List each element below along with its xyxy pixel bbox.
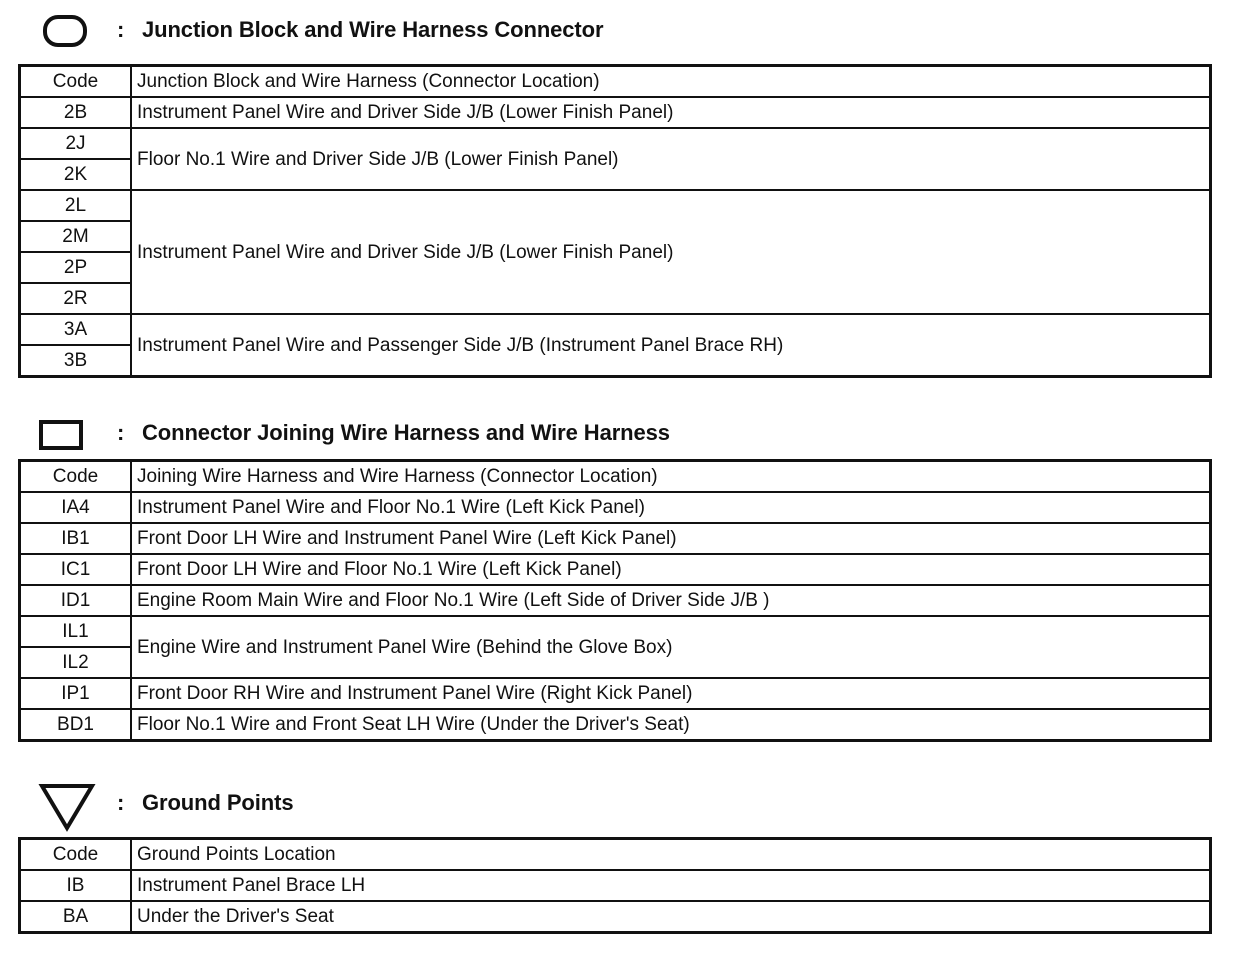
code-cell: IB1 xyxy=(20,523,132,554)
joining-table xyxy=(18,459,1212,742)
joining-section-title: Connector Joining Wire Harness and Wire Harness xyxy=(142,420,670,445)
code-cell: 2R xyxy=(20,283,132,314)
table-row xyxy=(20,616,1211,647)
joining-colon: : xyxy=(117,420,125,445)
location-cell: Engine Room Main Wire and Floor No.1 Wire (Left Side of Driver Side J/B ) xyxy=(131,585,1211,616)
table-row xyxy=(20,870,1211,901)
code-cell: 3B xyxy=(20,345,132,377)
table-row xyxy=(20,554,1211,585)
code-cell: IL1 xyxy=(20,616,132,647)
table-header-row xyxy=(20,66,1211,98)
location-cell: Floor No.1 Wire and Front Seat LH Wire (Under the Driver's Seat) xyxy=(131,709,1211,741)
table-row xyxy=(20,585,1211,616)
code-header: Code xyxy=(20,66,132,98)
inverted-triangle-icon xyxy=(38,782,96,832)
code-cell: IC1 xyxy=(20,554,132,585)
location-cell: Instrument Panel Brace LH xyxy=(131,870,1211,901)
table-row xyxy=(20,709,1211,741)
ground-section-title: Ground Points xyxy=(142,790,294,815)
location-cell: Instrument Panel Wire and Floor No.1 Wire (Left Kick Panel) xyxy=(131,492,1211,523)
table-row xyxy=(20,190,1211,221)
code-cell: BA xyxy=(20,901,132,933)
junction-table xyxy=(18,64,1212,378)
code-header: Code xyxy=(20,461,132,493)
code-cell: 2M xyxy=(20,221,132,252)
location-cell: Front Door LH Wire and Floor No.1 Wire (Left Kick Panel) xyxy=(131,554,1211,585)
table-row xyxy=(20,678,1211,709)
table-row xyxy=(20,97,1211,128)
joining-section-header xyxy=(0,413,1248,457)
location-cell: Front Door RH Wire and Instrument Panel Wire (Right Kick Panel) xyxy=(131,678,1211,709)
code-cell: 3A xyxy=(20,314,132,345)
code-cell: 2L xyxy=(20,190,132,221)
code-cell: IP1 xyxy=(20,678,132,709)
table-row xyxy=(20,492,1211,523)
table-row xyxy=(20,523,1211,554)
ground-colon: : xyxy=(117,790,125,815)
location-cell: Under the Driver's Seat xyxy=(131,901,1211,933)
table-row xyxy=(20,901,1211,933)
junction-section-header xyxy=(0,10,1248,54)
junction-section-title: Junction Block and Wire Harness Connector xyxy=(142,17,604,42)
code-cell: IL2 xyxy=(20,647,132,678)
location-cell: Engine Wire and Instrument Panel Wire (Behind the Glove Box) xyxy=(131,616,1211,678)
table-row xyxy=(20,314,1211,345)
location-header: Joining Wire Harness and Wire Harness (Connector Location) xyxy=(131,461,1211,493)
code-cell: 2P xyxy=(20,252,132,283)
rounded-rectangle-icon xyxy=(42,14,90,50)
table-row xyxy=(20,128,1211,159)
location-cell: Instrument Panel Wire and Driver Side J/B (Lower Finish Panel) xyxy=(131,190,1211,314)
code-cell: 2B xyxy=(20,97,132,128)
table-header-row xyxy=(20,839,1211,871)
ground-section-header xyxy=(0,780,1248,824)
code-cell: BD1 xyxy=(20,709,132,741)
rectangle-icon xyxy=(38,419,86,453)
code-cell: IB xyxy=(20,870,132,901)
code-header: Code xyxy=(20,839,132,871)
location-header: Junction Block and Wire Harness (Connector Location) xyxy=(131,66,1211,98)
location-cell: Floor No.1 Wire and Driver Side J/B (Lower Finish Panel) xyxy=(131,128,1211,190)
location-cell: Instrument Panel Wire and Passenger Side J/B (Instrument Panel Brace RH) xyxy=(131,314,1211,377)
code-cell: 2K xyxy=(20,159,132,190)
code-cell: 2J xyxy=(20,128,132,159)
code-cell: IA4 xyxy=(20,492,132,523)
table-header-row xyxy=(20,461,1211,493)
location-cell: Instrument Panel Wire and Driver Side J/B (Lower Finish Panel) xyxy=(131,97,1211,128)
code-cell: ID1 xyxy=(20,585,132,616)
junction-colon: : xyxy=(117,17,125,42)
location-header: Ground Points Location xyxy=(131,839,1211,871)
ground-table xyxy=(18,837,1212,934)
location-cell: Front Door LH Wire and Instrument Panel Wire (Left Kick Panel) xyxy=(131,523,1211,554)
